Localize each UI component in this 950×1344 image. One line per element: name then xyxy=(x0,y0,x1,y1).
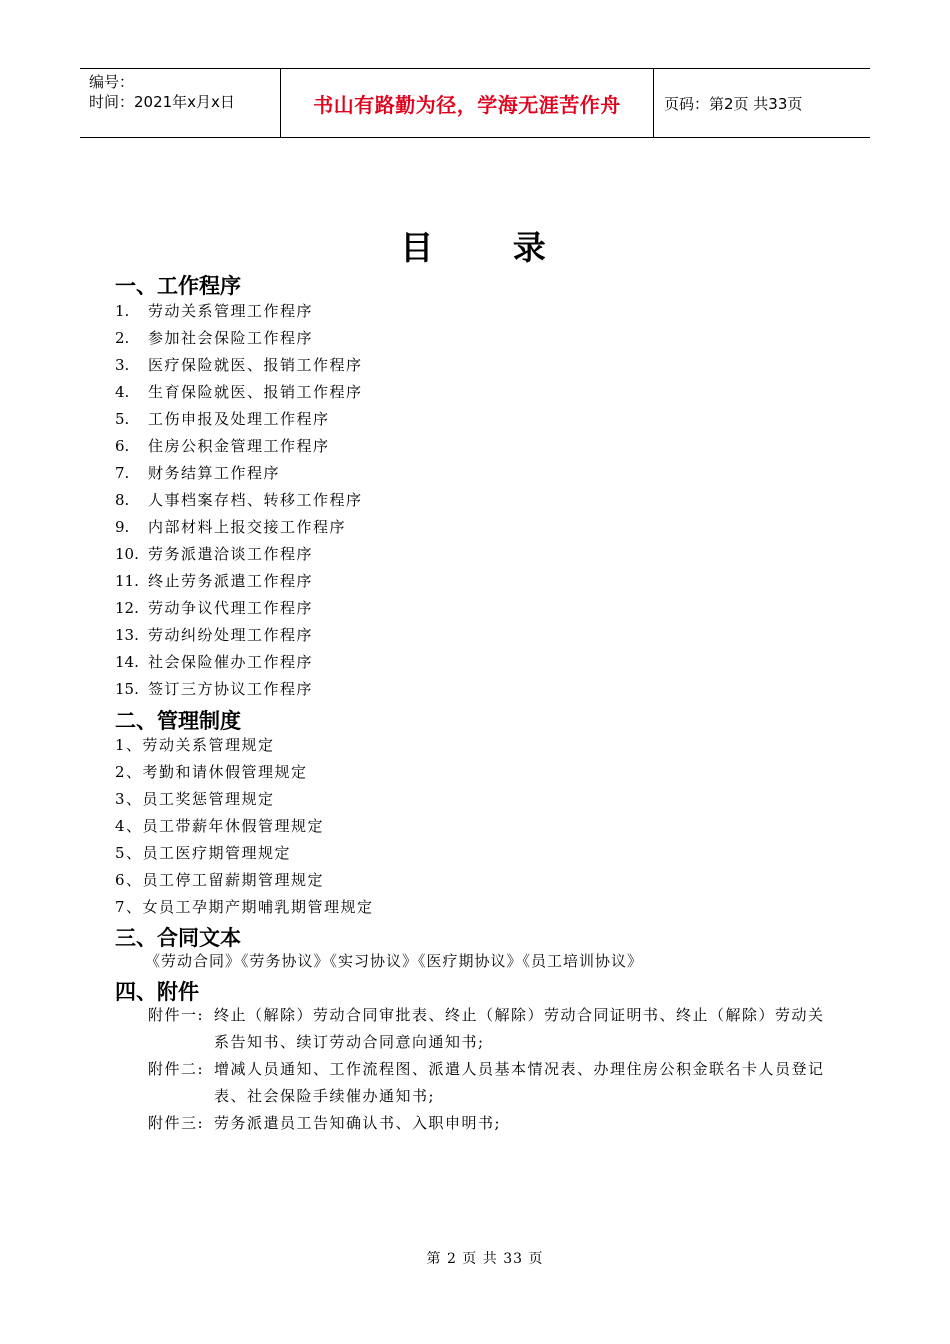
attachment-text: 增减人员通知、工作流程图、派遣人员基本情况表、办理住房公积金联名卡人员登记表、社会保险手续催办通知书; xyxy=(214,1060,825,1105)
toc-item: 3. 医疗保险就医、报销工作程序 xyxy=(115,356,363,374)
toc-item: 2. 参加社会保险工作程序 xyxy=(115,329,314,347)
toc-item: 10. 劳务派遣洽谈工作程序 xyxy=(115,545,314,563)
section-heading-attachments: 四、附件 xyxy=(115,980,199,1004)
toc-item: 6、员工停工留薪期管理规定 xyxy=(115,871,325,889)
toc-item: 12. 劳动争议代理工作程序 xyxy=(115,599,314,617)
attachment-item xyxy=(148,1110,840,1137)
toc-item: 13. 劳动纠纷处理工作程序 xyxy=(115,626,314,644)
header-meta xyxy=(80,69,281,137)
toc-item: 3、员工奖惩管理规定 xyxy=(115,790,275,808)
toc-item: 1、劳动关系管理规定 xyxy=(115,736,275,754)
toc-item: 1. 劳动关系管理工作程序 xyxy=(115,302,314,320)
attachment-label: 附件三: xyxy=(148,1114,205,1132)
toc-item: 7、女员工孕期产期哺乳期管理规定 xyxy=(115,898,374,916)
attachment-text: 劳务派遣员工告知确认书、入职申明书; xyxy=(214,1114,502,1132)
toc-item: 15. 签订三方协议工作程序 xyxy=(115,680,314,698)
header-slogan: 书山有路勤为径，学海无涯苦作舟 xyxy=(281,69,654,137)
attachment-label: 附件一: xyxy=(148,1006,205,1024)
page-footer: 第 2 页 共 33 页 xyxy=(426,1251,544,1267)
toc-item: 6. 住房公积金管理工作程序 xyxy=(115,437,330,455)
toc-item: 11. 终止劳务派遣工作程序 xyxy=(115,572,314,590)
toc-item: 5、员工医疗期管理规定 xyxy=(115,844,292,862)
attachment-item xyxy=(148,1002,840,1056)
page-header xyxy=(80,68,870,138)
toc-item: 14. 社会保险催办工作程序 xyxy=(115,653,314,671)
page-title: 目 录 xyxy=(400,228,580,267)
section-heading-contracts: 三、合同文本 xyxy=(115,926,241,950)
section-heading-procedures: 一、工作程序 xyxy=(115,274,241,298)
toc-item: 9. 内部材料上报交接工作程序 xyxy=(115,518,347,536)
toc-item: 7. 财务结算工作程序 xyxy=(115,464,281,482)
toc-item: 2、考勤和请休假管理规定 xyxy=(115,763,308,781)
attachment-label: 附件二: xyxy=(148,1060,205,1078)
header-number: 编号： xyxy=(89,73,135,91)
attachment-item xyxy=(148,1056,840,1110)
toc-item: 4、员工带薪年休假管理规定 xyxy=(115,817,325,835)
attachment-text: 终止（解除）劳动合同审批表、终止（解除）劳动合同证明书、终止（解除）劳动关系告知书、续订劳动合同意向通知书; xyxy=(214,1006,825,1051)
header-page-info: 页码：第2页 共33页 xyxy=(664,94,803,113)
toc-item: 4. 生育保险就医、报销工作程序 xyxy=(115,383,363,401)
contract-list: 《劳动合同》《劳务协议》《实习协议》《医疗期协议》《员工培训协议》 xyxy=(145,952,644,970)
toc-item: 8. 人事档案存档、转移工作程序 xyxy=(115,491,363,509)
section-heading-rules: 二、管理制度 xyxy=(115,709,241,733)
header-time: 时间：2021年x月x日 xyxy=(89,93,235,111)
toc-item: 5. 工伤申报及处理工作程序 xyxy=(115,410,330,428)
